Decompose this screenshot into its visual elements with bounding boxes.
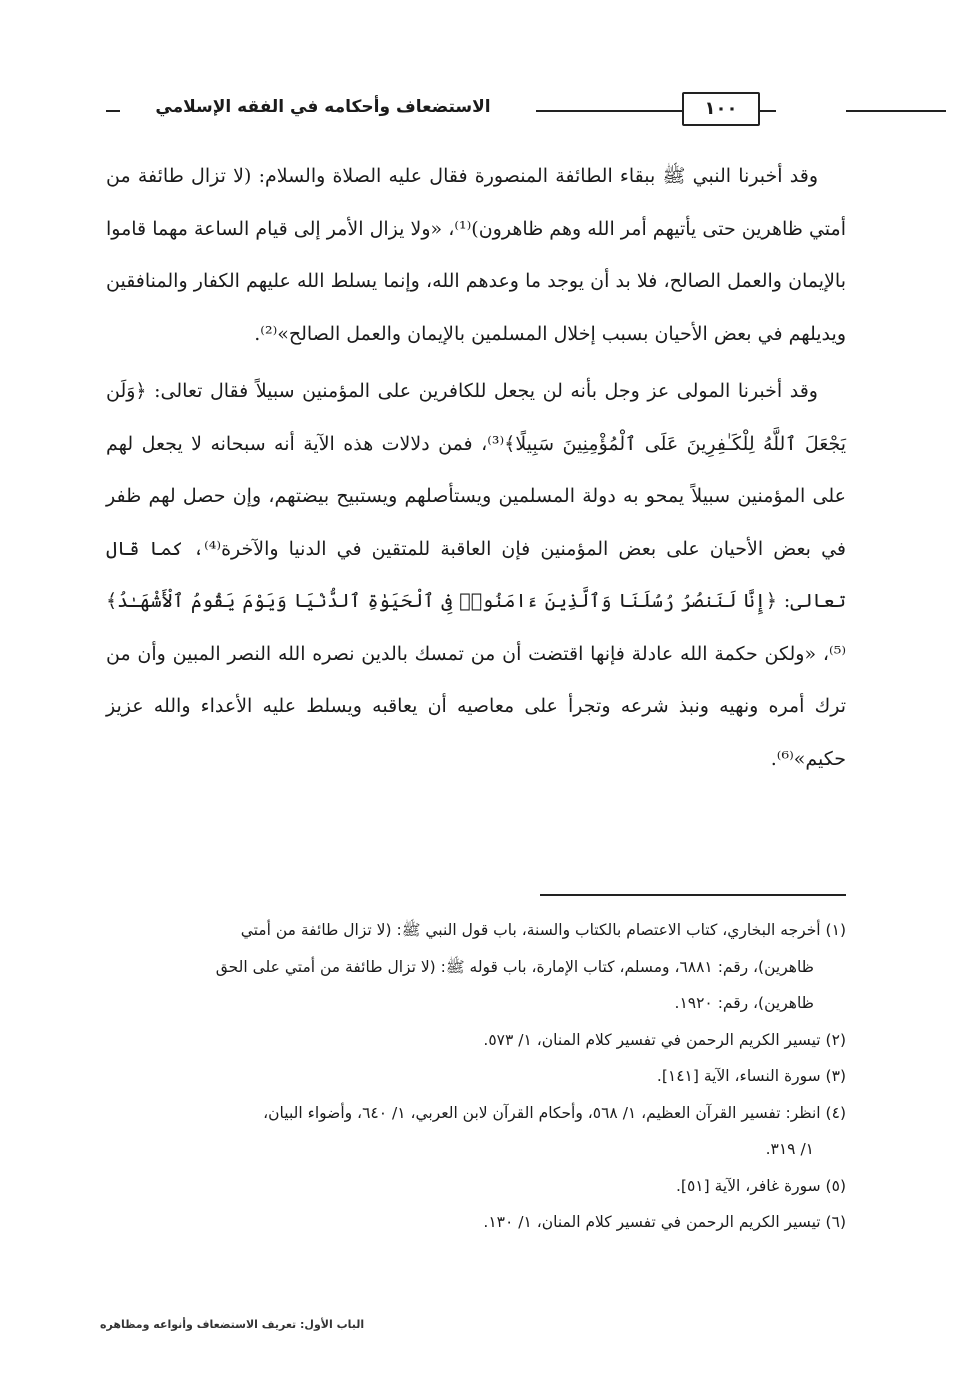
footnote-line: انظر: تفسير القرآن العظيم، ١/ ٥٦٨، وأحكام القرآن لابن العربي، ١/ ٦٤٠، وأضواء البيان، — [263, 1103, 821, 1122]
footnote-separator — [540, 894, 846, 896]
footnotes — [106, 912, 846, 1241]
footnote-label: (٥) — [825, 1176, 846, 1195]
paragraph: وقد أخبرنا المولى عز وجل بأنه لن يجعل للكافرين على المؤمنين سبيلاً فقال تعالى: ﴿وَلَن يَجْعَلَ ٱللَّهُ لِلْكَـٰفِرِينَ عَلَى ٱلْمُؤْمِنِينَ سَبِيلًا﴾⁽³⁾، فمن دلالات هذه الآية أنه سبحانه لا يجعل لهم على المؤمنين سبيلاً يمحو به دولة المسلمين ويستأصلهم ويستبيح بيضتهم، وإن حصل لهم ظفر في بعض الأحيان على بعض المؤمنين فإن العاقبة للمتقين في الدنيا والآخرة⁽⁴⁾، كما قال تعالى: ﴿إِنَّا لَنَنصُرُ رُسُلَنَا وَٱلَّذِينَ ءَامَنُوا۟ فِى ٱلْحَيَوٰةِ ٱلدُّنْيَا وَيَوْمَ يَقُومُ ٱلْأَشْهَـٰدُ﴾⁽⁵⁾، «ولكن حكمة الله عادلة فإنها اقتضت أن من تمسك بالدين نصره الله النصر المبين وأن من ترك أمره ونهيه ونبذ شرعه وتجرأ على معاصيه أن يعاقبه ويسلط عليه الأعداء والله عزيز حكيم»⁽⁶⁾. — [106, 380, 847, 770]
footnote-line: ١/ ٣١٩. — [765, 1140, 814, 1158]
footnote-line: سورة النساء، الآية [١٤١]. — [656, 1067, 821, 1085]
footnote-line: تيسير الكريم الرحمن في تفسير كلام المنان، ١/ ١٣٠. — [483, 1213, 821, 1231]
header-rule-right — [846, 110, 946, 112]
running-footer: الباب الأول: تعريف الاستضعاف وأنواعه ومظاهره — [100, 1318, 365, 1331]
footnote-label: (٣) — [825, 1067, 846, 1085]
footnote-5 — [106, 1168, 846, 1205]
footnote-label: (١) — [825, 921, 846, 939]
footnote-1 — [106, 912, 846, 1022]
header-title: الاستضعاف وأحكامه في الفقه الإسلامي — [155, 97, 491, 117]
page-number: ١٠٠ — [682, 92, 760, 126]
footnote-3 — [106, 1058, 846, 1095]
footnote-line: أخرجه البخاري، كتاب الاعتصام بالكتاب والسنة، باب قول النبي ﷺ: (لا تزال طائفة من أمتي — [240, 921, 821, 939]
footnote-2 — [106, 1022, 846, 1059]
footnote-label: (٤) — [825, 1103, 846, 1122]
footnote-line: ظاهرين)، رقم: ٦٨٨١، ومسلم، كتاب الإمارة، باب قوله ﷺ: (لا تزال طائفة من أمتي على الحق — [215, 957, 814, 976]
footnote-line: سورة غافر، الآية [٥١]. — [675, 1176, 821, 1195]
footnote-6 — [106, 1204, 846, 1241]
footnote-4 — [106, 1095, 846, 1168]
footnote-line: ظاهرين)، رقم: ١٩٢٠. — [674, 994, 814, 1012]
body-text — [106, 150, 846, 785]
footnote-label: (٢) — [825, 1030, 846, 1049]
paragraph: وقد أخبرنا النبي ﷺ ببقاء الطائفة المنصورة فقال عليه الصلاة والسلام: (لا تزال طائفة من أمتي ظاهرين حتى يأتيهم أمر الله وهم ظاهرون)⁽¹⁾، «ولا يزال الأمر إلى قيام الساعة مهما قاموا بالإيمان والعمل الصالح، فلا بد أن يوجد ما وعدهم الله، وإنما يسلط الله عليهم الكفار والمنافقين ويديلهم في بعض الأحيان بسبب إخلال المسلمين بالإيمان والعمل الصالح»⁽²⁾. — [106, 165, 846, 345]
footnote-label: (٦) — [825, 1213, 846, 1231]
footnote-line: تيسير الكريم الرحمن في تفسير كلام المنان، ١/ ٥٧٣. — [483, 1030, 821, 1049]
running-header — [106, 88, 846, 132]
